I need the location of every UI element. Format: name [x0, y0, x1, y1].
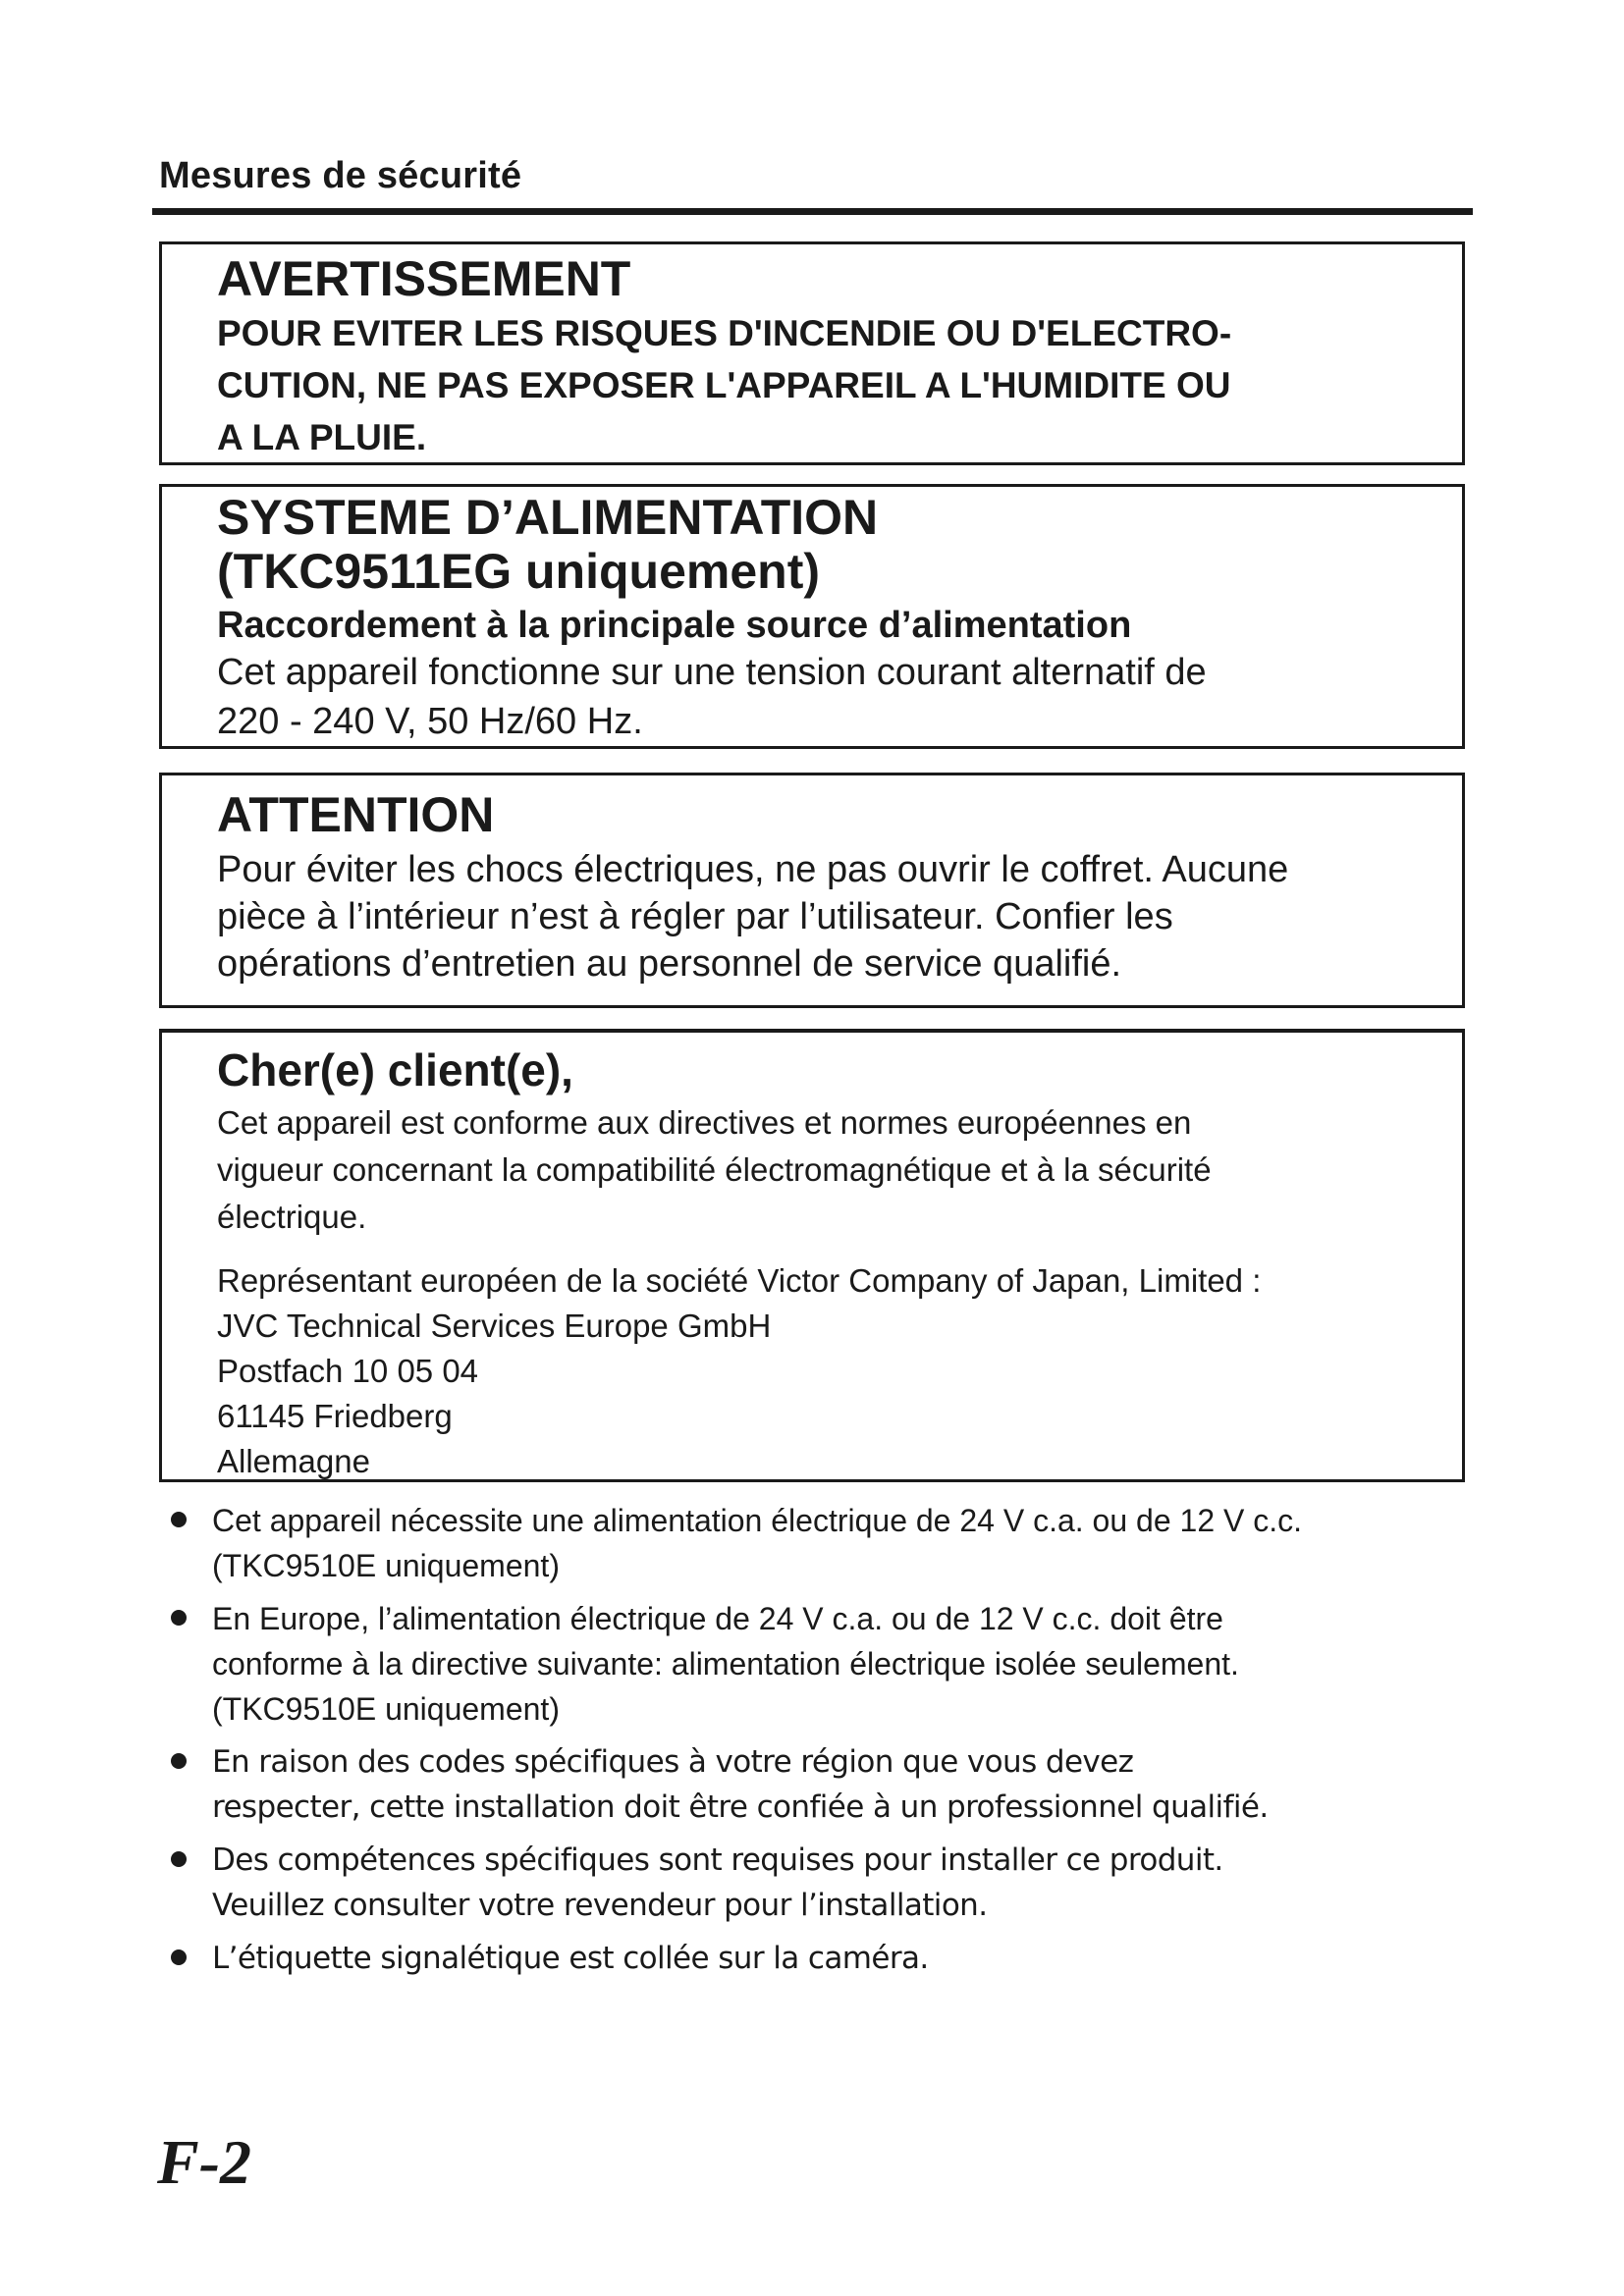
note-line: (TKC9510E uniquement)	[212, 1691, 560, 1727]
list-item	[169, 1936, 1465, 1981]
power-system-box	[159, 484, 1465, 749]
bullet-icon	[171, 1949, 187, 1965]
attention-line: opérations d’entretien au personnel de service qualifié.	[217, 943, 1122, 985]
section-title: Mesures de sécurité	[159, 155, 522, 196]
representative-address	[217, 1258, 1442, 1484]
warning-line: CUTION, NE PAS EXPOSER L'APPAREIL A L'HUMIDITE OU	[217, 365, 1231, 405]
note-line: Des compétences spécifiques sont requises pour installer ce produit.	[212, 1842, 1223, 1878]
power-line: Cet appareil fonctionne sur une tension courant alternatif de	[217, 652, 1207, 693]
address-line: Allemagne	[217, 1443, 370, 1479]
warning-box	[159, 241, 1465, 465]
address-line: 61145 Friedberg	[217, 1398, 453, 1434]
attention-title: ATTENTION	[217, 787, 495, 842]
warning-line: A LA PLUIE.	[217, 417, 427, 457]
attention-text	[217, 846, 1442, 988]
warning-line: POUR EVITER LES RISQUES D'INCENDIE OU D'ELECTRO-	[217, 313, 1232, 353]
bullet-icon	[171, 1610, 187, 1626]
power-title	[217, 491, 1442, 599]
customer-notice-line: Cet appareil est conforme aux directives et normes européennes en	[217, 1104, 1192, 1141]
address-line: JVC Technical Services Europe GmbH	[217, 1308, 772, 1344]
list-item	[169, 1838, 1465, 1928]
power-title-line: (TKC9511EG uniquement)	[217, 544, 820, 599]
customer-notice-line: vigueur concernant la compatibilité électromagnétique et à la sécurité	[217, 1151, 1212, 1188]
bullet-icon	[171, 1851, 187, 1867]
attention-line: pièce à l’intérieur n’est à régler par l’utilisateur. Confier les	[217, 896, 1173, 937]
address-line: Postfach 10 05 04	[217, 1353, 479, 1389]
attention-line: Pour éviter les chocs électriques, ne pas ouvrir le coffret. Aucune	[217, 849, 1289, 890]
note-line: (TKC9510E uniquement)	[212, 1548, 560, 1583]
page-number: F-2	[157, 2127, 251, 2197]
note-line: En raison des codes spécifiques à votre région que vous devez	[212, 1744, 1134, 1780]
bullet-icon	[171, 1753, 187, 1769]
list-item	[169, 1596, 1465, 1732]
warning-title: AVERTISSEMENT	[217, 251, 631, 306]
customer-notice-box	[159, 1029, 1465, 1482]
customer-notice-line: électrique.	[217, 1199, 367, 1235]
note-line: Veuillez consulter votre revendeur pour l’installation.	[212, 1888, 988, 1923]
list-item	[169, 1739, 1465, 1830]
power-subtitle: Raccordement à la principale source d’alimentation	[217, 605, 1132, 646]
customer-notice-title: Cher(e) client(e),	[217, 1044, 573, 1095]
note-line: L’étiquette signalétique est collée sur la caméra.	[212, 1941, 929, 1976]
address-line: Représentant européen de la société Victor Company of Japan, Limited :	[217, 1262, 1262, 1299]
power-title-line: SYSTEME D’ALIMENTATION	[217, 490, 879, 545]
attention-box	[159, 773, 1465, 1008]
header-rule	[152, 208, 1473, 215]
warning-text	[217, 307, 1442, 463]
note-line: respecter, cette installation doit être confiée à un professionnel qualifié.	[212, 1789, 1269, 1825]
power-text	[217, 648, 1442, 746]
note-line: En Europe, l’alimentation électrique de 24 V c.a. ou de 12 V c.c. doit être	[212, 1601, 1223, 1636]
customer-notice-text	[217, 1099, 1442, 1241]
note-line: Cet appareil nécessite une alimentation électrique de 24 V c.a. ou de 12 V c.c.	[212, 1503, 1303, 1538]
notes-list	[169, 1498, 1465, 1989]
bullet-icon	[171, 1512, 187, 1527]
note-line: conforme à la directive suivante: alimentation électrique isolée seulement.	[212, 1646, 1239, 1682]
power-line: 220 - 240 V, 50 Hz/60 Hz.	[217, 701, 643, 742]
list-item	[169, 1498, 1465, 1588]
